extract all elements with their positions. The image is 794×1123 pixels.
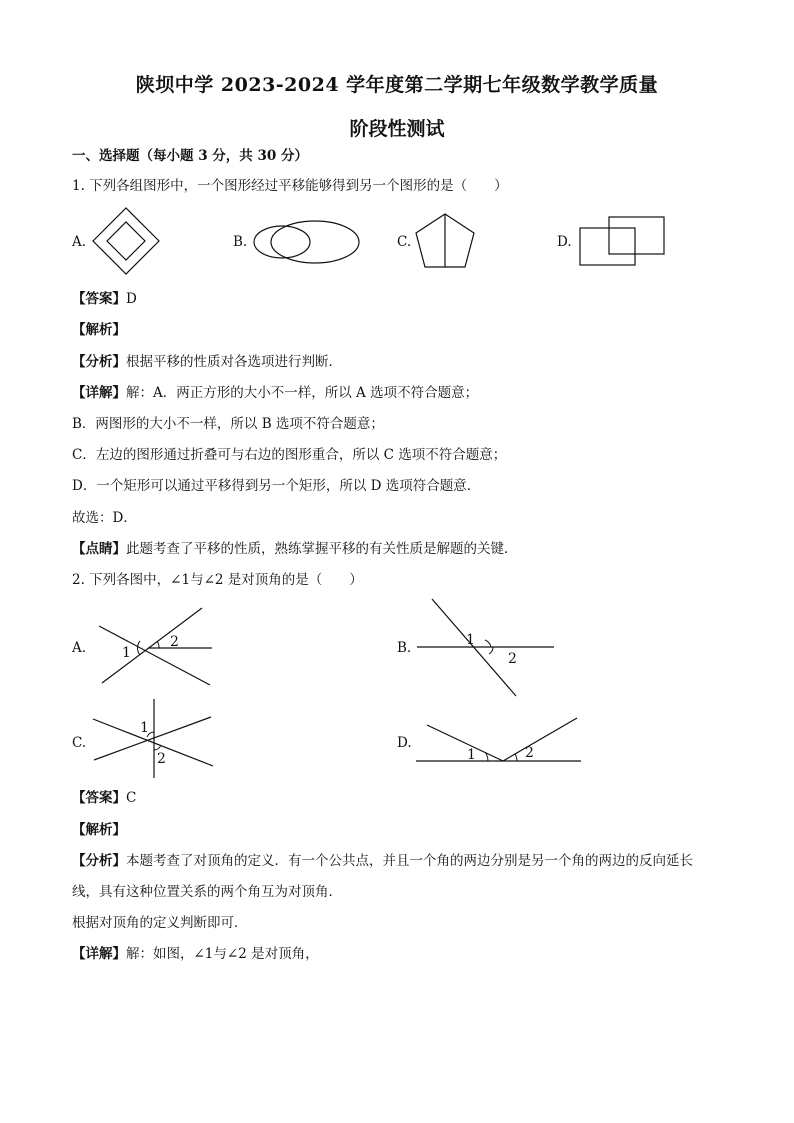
- rectangle-right: [609, 217, 664, 254]
- line-2: [102, 608, 202, 683]
- xiangjie-tag: 【详解】: [72, 385, 126, 401]
- line-up: [94, 717, 211, 760]
- q1-option-d-figure: [578, 215, 668, 267]
- q2-option-a-label: A.: [72, 640, 87, 656]
- q1-answer: [72, 290, 137, 308]
- fenxi-text: 本题考查了对顶角的定义．有一个公共点，并且一个角的两边分别是另一个角的两边的反向延长: [126, 853, 693, 869]
- q2-option-b-label: B.: [397, 640, 412, 656]
- small-ellipse: [254, 226, 310, 258]
- q2-stem: 2. 下列各图中，∠1与∠2 是对顶角的是（ ）: [72, 572, 363, 588]
- angle-1-label: 1: [122, 645, 131, 661]
- section-heading: 一、选择题（每小题 3 分，共 30 分）: [72, 148, 308, 164]
- xiangjie-text: 解：A．两正方形的大小不一样，所以 A 选项不符合题意；: [126, 385, 479, 401]
- document-subtitle: 阶段性测试: [349, 118, 445, 140]
- inner-square: [107, 222, 145, 260]
- q1-analysis-tag: 【解析】: [72, 322, 126, 338]
- q1-stem: 1. 下列各组图形中，一个图形经过平移能够得到另一个图形的是（ ）: [72, 178, 508, 194]
- q1-option-a-label: A.: [72, 234, 87, 250]
- fenxi-text: 根据平移的性质对各选项进行判断．: [126, 354, 342, 370]
- q2-xiangjie: [72, 945, 319, 963]
- q2-option-c-figure: [90, 698, 218, 780]
- large-ellipse: [271, 221, 359, 263]
- xiangjie-text: 解：如图，∠1与∠2 是对顶角，: [126, 946, 319, 962]
- angle-2-arc: [157, 641, 159, 648]
- line-down: [93, 719, 213, 766]
- q2-fenxi: [72, 852, 693, 870]
- q1-xiangjie: [72, 384, 478, 402]
- angle-2-label: 2: [170, 634, 179, 650]
- q2-analysis-tag: 【解析】: [72, 822, 126, 838]
- dianjing-text: 此题考查了平移的性质，熟练掌握平移的有关性质是解题的关键．: [126, 541, 518, 557]
- angle-2-arc: [515, 754, 517, 761]
- xiangjie-tag: 【详解】: [72, 946, 126, 962]
- fenxi-tag: 【分析】: [72, 354, 126, 370]
- right-ray: [503, 718, 577, 761]
- outer-square: [93, 208, 159, 274]
- q2-rule: 根据对顶角的定义判断即可．: [72, 915, 248, 931]
- q1-line-c: C．左边的图形通过折叠可与右边的图形重合，所以 C 选项不符合题意；: [72, 447, 507, 463]
- q1-fenxi: [72, 353, 342, 371]
- dianjing-tag: 【点睛】: [72, 541, 126, 557]
- q1-option-b-figure: [252, 220, 362, 266]
- q1-option-c-figure: [414, 212, 478, 270]
- q2-option-a-figure: [95, 605, 215, 687]
- answer-tag: 【答案】: [72, 291, 126, 307]
- document-title: 陕坝中学 2023-2024 学年度第二学期七年级数学教学质量: [135, 74, 659, 96]
- answer-tag: 【答案】: [72, 790, 126, 806]
- q1-option-a-figure: [92, 207, 162, 277]
- line-1: [99, 626, 210, 685]
- angle-1-arc: [485, 640, 491, 647]
- angle-1-label: 1: [467, 747, 476, 763]
- rectangle-left: [580, 228, 635, 265]
- q2-answer: [72, 789, 136, 807]
- left-ray: [427, 725, 503, 761]
- q2-option-b-figure: [415, 596, 560, 698]
- q1-option-d-label: D.: [557, 234, 572, 250]
- angle-1-label: 1: [140, 720, 149, 736]
- answer-value: D: [126, 291, 137, 307]
- q2-fenxi-continued: 线，具有这种位置关系的两个角互为对顶角．: [72, 884, 342, 900]
- angle-2-arc: [489, 647, 493, 654]
- q1-line-d: D．一个矩形可以通过平移得到另一个矩形，所以 D 选项符合题意．: [72, 478, 481, 494]
- answer-value: C: [126, 790, 137, 806]
- angle-1-label: 1: [466, 632, 475, 648]
- angle-2-label: 2: [508, 651, 517, 667]
- angle-2-label: 2: [525, 745, 534, 761]
- q1-option-b-label: B.: [233, 234, 248, 250]
- q1-conclusion: 故选：D．: [72, 510, 137, 526]
- q2-option-d-figure: [415, 714, 585, 764]
- q1-dianjing: [72, 540, 518, 558]
- fenxi-tag: 【分析】: [72, 853, 126, 869]
- q1-option-c-label: C.: [397, 234, 412, 250]
- angle-2-label: 2: [157, 751, 166, 767]
- q2-option-c-label: C.: [72, 735, 87, 751]
- q2-option-d-label: D.: [397, 735, 412, 751]
- q1-line-b: B．两图形的大小不一样，所以 B 选项不符合题意；: [72, 416, 384, 432]
